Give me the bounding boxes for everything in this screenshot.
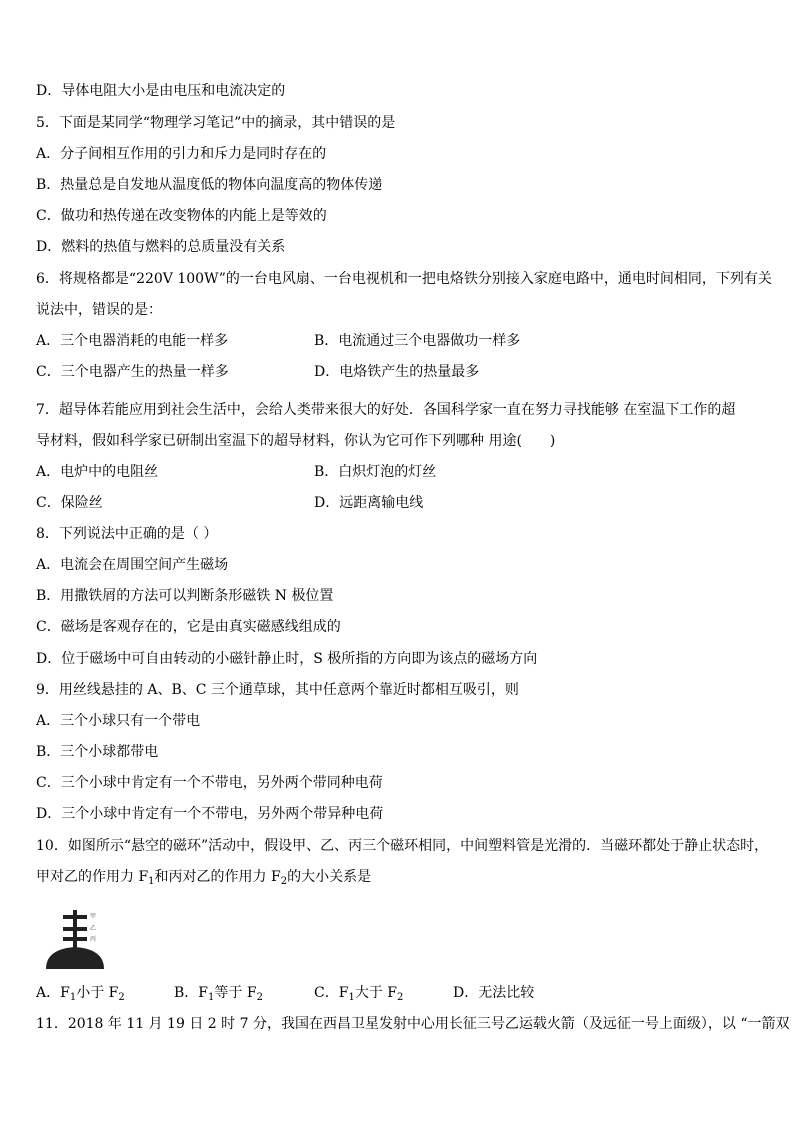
- q5-option-c: C．做功和热传递在改变物体的内能上是等效的: [36, 208, 327, 224]
- ring-yi: [63, 927, 87, 931]
- q9-stem: 9．用丝线悬挂的 A、B、C 三个通草球，其中任意两个靠近时都相互吸引，则: [36, 682, 519, 698]
- q10-option-c: C．$F_1$大于 $F_2$: [314, 985, 404, 1003]
- q9-option-d: D．三个小球中肯定有一个不带电，另外两个带异种电荷: [36, 806, 384, 822]
- q8-option-a: A．电流会在周围空间产生磁场: [36, 557, 229, 573]
- q9-option-b: B．三个小球都带电: [36, 744, 159, 760]
- q7-option-d: D．远距离输电线: [314, 495, 424, 511]
- q6-option-b: B．电流通过三个电器做功一样多: [314, 333, 521, 349]
- q10-option-b: B．$F_1$等于 $F_2$: [174, 985, 263, 1003]
- q5-option-a: A．分子间相互作用的引力和斥力是同时存在的: [36, 146, 327, 162]
- q7-stem-line2: 导材料，假如科学家已研制出室温下的超导材料，你认为它可作下列哪种 用途( ): [36, 433, 556, 449]
- q4-option-d: D．导体电阻大小是由电压和电流决定的: [36, 83, 286, 99]
- ring-jia: [63, 915, 87, 919]
- label-bing: 丙: [90, 936, 97, 943]
- q9-option-a: A．三个小球只有一个带电: [36, 713, 201, 729]
- q8-option-b: B．用撒铁屑的方法可以判断条形磁铁 N 极位置: [36, 588, 334, 604]
- q8-stem: 8．下列说法中正确的是（ ）: [36, 526, 218, 542]
- q10-stem-line1: 10．如图所示“悬空的磁环”活动中，假设甲、乙、丙三个磁环相同，中间塑料管是光滑的．当磁环都处于静止状态时，: [36, 838, 769, 854]
- q8-option-d: D．位于磁场中可自由转动的小磁针静止时，S 极所指的方向即为该点的磁场方向: [36, 651, 538, 667]
- q7-option-c: C．保险丝: [36, 495, 103, 511]
- q7-stem-line1: 7．超导体若能应用到社会生活中，会给人类带来很大的好处．各国科学家一直在努力寻找能够 在室温下工作的超: [36, 402, 736, 418]
- q6-option-c: C．三个电器产生的热量一样多: [36, 364, 229, 380]
- q5-option-b: B．热量总是自发地从温度低的物体向温度高的物体传递: [36, 177, 383, 193]
- q7-option-b: B．白炽灯泡的灯丝: [314, 464, 437, 480]
- q10-option-a: A．$F_1$小于 $F_2$: [36, 985, 125, 1003]
- q6-option-d: D．电烙铁产生的热量最多: [314, 364, 480, 380]
- suspended-magnet-rings-figure: [40, 905, 110, 975]
- label-yi: 乙: [90, 925, 97, 932]
- q8-option-c: C．磁场是客观存在的，它是由真实磁感线组成的: [36, 619, 341, 635]
- q11-stem-line1: 11．2018 年 11 月 19 日 2 时 7 分，我国在西昌卫星发射中心用长征三号乙运载火箭（及远征一号上面级），以 “一箭双: [36, 1016, 790, 1032]
- q10-stem-line2: 甲对乙的作用力 $F_1$和丙对乙的作用力 $F_2$的大小关系是: [36, 869, 372, 887]
- q9-option-c: C．三个小球中肯定有一个不带电，另外两个带同种电荷: [36, 775, 383, 791]
- ring-bing: [63, 937, 87, 941]
- label-jia: 甲: [90, 913, 97, 920]
- q6-stem-line2: 说法中，错误的是：: [36, 302, 162, 318]
- q6-option-a: A．三个电器消耗的电能一样多: [36, 333, 229, 349]
- q10-option-d: D．无法比较: [453, 985, 535, 1001]
- q5-option-d: D．燃料的热值与燃料的总质量没有关系: [36, 239, 286, 255]
- q6-stem-line1: 6．将规格都是“220V 100W”的一台电风扇、一台电视机和一把电烙铁分别接入家庭电路中，通电时间相同，下列有关: [36, 271, 772, 287]
- q5-stem: 5．下面是某同学“物理学习笔记”中的摘录，其中错误的是: [36, 115, 396, 131]
- q7-option-a: A．电炉中的电阻丝: [36, 464, 159, 480]
- stand-base: [46, 947, 104, 969]
